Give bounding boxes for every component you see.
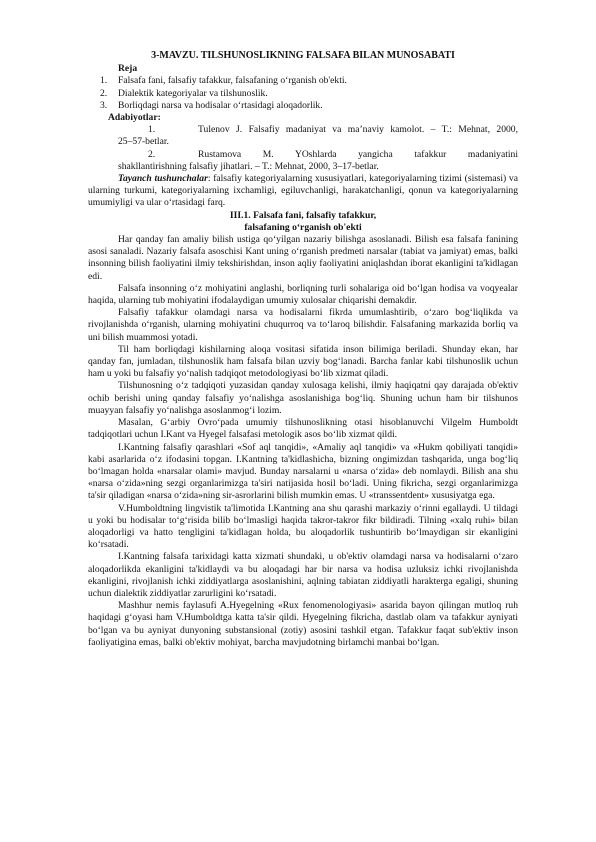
literature-item <box>88 124 518 148</box>
document-page <box>88 50 518 649</box>
plan-item-text: Falsafa fani, falsafiy tafakkur, falsafaning o‘rganish ob'ekti. <box>118 75 347 87</box>
body-paragraph: Har qanday fan amaliy bilish ustiga qo‘yilgan nazariy bilishga asoslanadi. Bilish esa falsafa fanining asosi sanaladi. Nazariy falsafa asoschisi Kant uning o‘rganish predmeti narsalar (tabiat va jamiyat) emas, balki insonning bilish faoliyatini ilmiy tekshirishdan, inson aqliy faoliyatini aniqlashdan iborat ekanligini ta'kidlagan edi. <box>88 234 518 282</box>
literature-number: 1. <box>148 124 156 136</box>
literature-heading: Adabiyotlar: <box>108 112 161 124</box>
body-paragraph: Falsafa insonning o‘z mohiyatini anglashi, borliqning turli sohalariga oid bo‘lgan hodisa va voqyealar haqida, ularning tub mohiyatini ifodalaydigan umumiy xulosalar chiqarishi demakdir. <box>88 282 518 307</box>
plan-item <box>88 100 518 112</box>
body-paragraph: V.Humboldtning lingvistik ta'limotida I.Kantning ana shu qarashi markaziy o‘rinni egallaydi. U tildagi u yoki bu hodisalar to‘g‘risida bilib bo‘lmasligi haqida takror-takror fikr bildiradi. Tilning «xalq ruhi» bilan aloqadorligi va hatto tengligini ta'kidlagan holda, bu aloqadorlik tushuntirib bo‘lmaydigan sir ekanligini ko‘rsatadi. <box>88 502 518 551</box>
body-paragraph: Mashhur nemis faylasufi A.Hyegelning «Rux fenomenologiyasi» asarida bayon qilingan mutloq ruh haqidagi g‘oyasi ham V.Humboldtga katta ta'sir qildi. Hyegelning fikricha, dastlab olam va tafakkur ayniyati bo‘lgan va bu ayniyat dunyoning substansional (zotiy) asosini tashkil etgan. Tafakkur faqat sub'ektiv inson faoliyatigina emas, balki ob'ektiv mohiyat, barcha mavjudotning birlamchi manbai bo‘lgan. <box>88 600 518 648</box>
plan-item <box>88 88 518 100</box>
plan-item-text: Dialektik kategoriyalar va tilshunoslik. <box>118 87 268 99</box>
body-paragraph: Masalan, G‘arbiy Ovro‘pada umumiy tilshunoslikning otasi hisoblanuvchi Vilgelm Humboldt tadqiqotlari uchun I.Kant va Hyegel falsafasi metologik asos bo‘lib xizmat qildi. <box>88 417 518 441</box>
body-paragraph: I.Kantning falsafa tarixidagi katta xizmati shundaki, u ob'ektiv olamdagi narsa va hodisalarni o‘zaro aloqadorlikda ekanligini ta'kidlaydi va bu aloqadagi har bir narsa va hodisa uzluksiz ichki rivojlanishda ekanligini, rivojlanish ichki ziddiyatlarga asoslanishini, aqlning tabiatan ziddiyatli harakterga egaligi, shuning uchun dialektik ziddiyatlar zarurligini ko‘rsatadi. <box>88 551 518 599</box>
body-paragraph: Tilshunosning o‘z tadqiqoti yuzasidan qanday xulosaga kelishi, ilmiy haqiqatni qay darajada ob'ektiv ochib berishi uning qanday falsafiy yo‘nalishga asoslanishiga bog‘liq. Shuning uchun ham bir tilshunos muayyan falsafiy yo‘nalishga asoslanmog‘i lozim. <box>88 380 518 416</box>
key-terms-paragraph <box>88 173 518 210</box>
literature-text-cont: 25–57-betlar. <box>118 136 169 148</box>
plan-item <box>88 75 518 87</box>
literature-item <box>88 149 518 173</box>
body-paragraph: I.Kantning falsafiy qarashlari «Sof aql tanqidi», «Amaliy aql tanqidi» va «Hukm qobiliyati tanqidi» kabi asarlarida o‘z ifodasini topgan. I.Kantning ta'kidlashicha, bizning ongimizdan tashqarida, unga bog‘liq bo‘lmagan holda «narsalar olami» mavjud. Bunday narsalarni u «narsa o‘zida» deb nomlaydi. Bilish ana shu «narsa o‘zida»ning sezgi organlarimizga ta'siri natijasida hosil bo‘ladi. Uning fikricha, sezgi organlarimizga ta'sir qiladigan «narsa o‘zida»ning sir-asrorlarini bilish mumkin emas. U «transsentdent» xususiyatga ega. <box>88 441 518 502</box>
plan-list <box>88 75 518 112</box>
body-paragraph: Falsafiy tafakkur olamdagi narsa va hodisalarni fikrda umumlashtirib, o‘zaro bog‘liqlikda va rivojlanishda o‘rganish, ularning mohiyatini chuqurroq va to‘laroq bilishdir. Falsafaning markazida borliq va uni bilish muammosi yotadi. <box>88 307 518 343</box>
section-subheading: falsafaning o‘rganish ob'ekti <box>244 221 362 233</box>
literature-text: Tulenov J. Falsafiy madaniyat va ma’naviy kamolot. – T.: Mehnat, 2000, <box>198 124 518 136</box>
topic-title: 3-MAVZU. TILSHUNOSLIKNING FALSAFA BILAN MUNOSABATI <box>151 50 455 61</box>
literature-text: Rustamova M. YOshlarda yangicha tafakkur madaniyatini <box>198 148 518 160</box>
plan-item-number: 2. <box>100 87 108 99</box>
plan-heading: Reja <box>118 63 138 75</box>
literature-number: 2. <box>148 148 156 160</box>
plan-item-number: 1. <box>100 75 108 87</box>
plan-item-number: 3. <box>100 99 108 111</box>
literature-text-cont: shakllantirishning falsafiy jihatlari. – T.: Mehnat, 2000, 3–17-betlar. <box>118 160 379 172</box>
plan-item-text: Borliqdagi narsa va hodisalar o‘rtasidagi aloqadorlik. <box>118 99 323 111</box>
key-terms-label: Tayanch tushunchalar <box>118 173 208 185</box>
key-terms-text: : falsafiy kategoriyalarning xususiyatlari, kategoriyalarning tizimi (sistemasi) va ularning turkumi, kategoriyalarning ixchamligi, egiluvchanligi, harakatchanligi, qonun va kategoriyalarning umumiyligi va ular o‘rtasidagi farq. <box>88 173 518 209</box>
body-paragraph: Til ham borliqdagi kishilarning aloqa vositasi sifatida inson bilimiga beriladi. Shunday ekan, har qanday fan, jumladan, tilshunoslik ham falsafa bilan uzviy bog‘lanadi. Barcha fanlar kabi tilshunoslik uchun ham u yoki bu falsafiy yo‘nalish tadqiqot metodologiyasi bo‘lib xizmat qiladi. <box>88 343 518 380</box>
section-heading: III.1. Falsafa fani, falsafiy tafakkur, <box>229 209 377 221</box>
